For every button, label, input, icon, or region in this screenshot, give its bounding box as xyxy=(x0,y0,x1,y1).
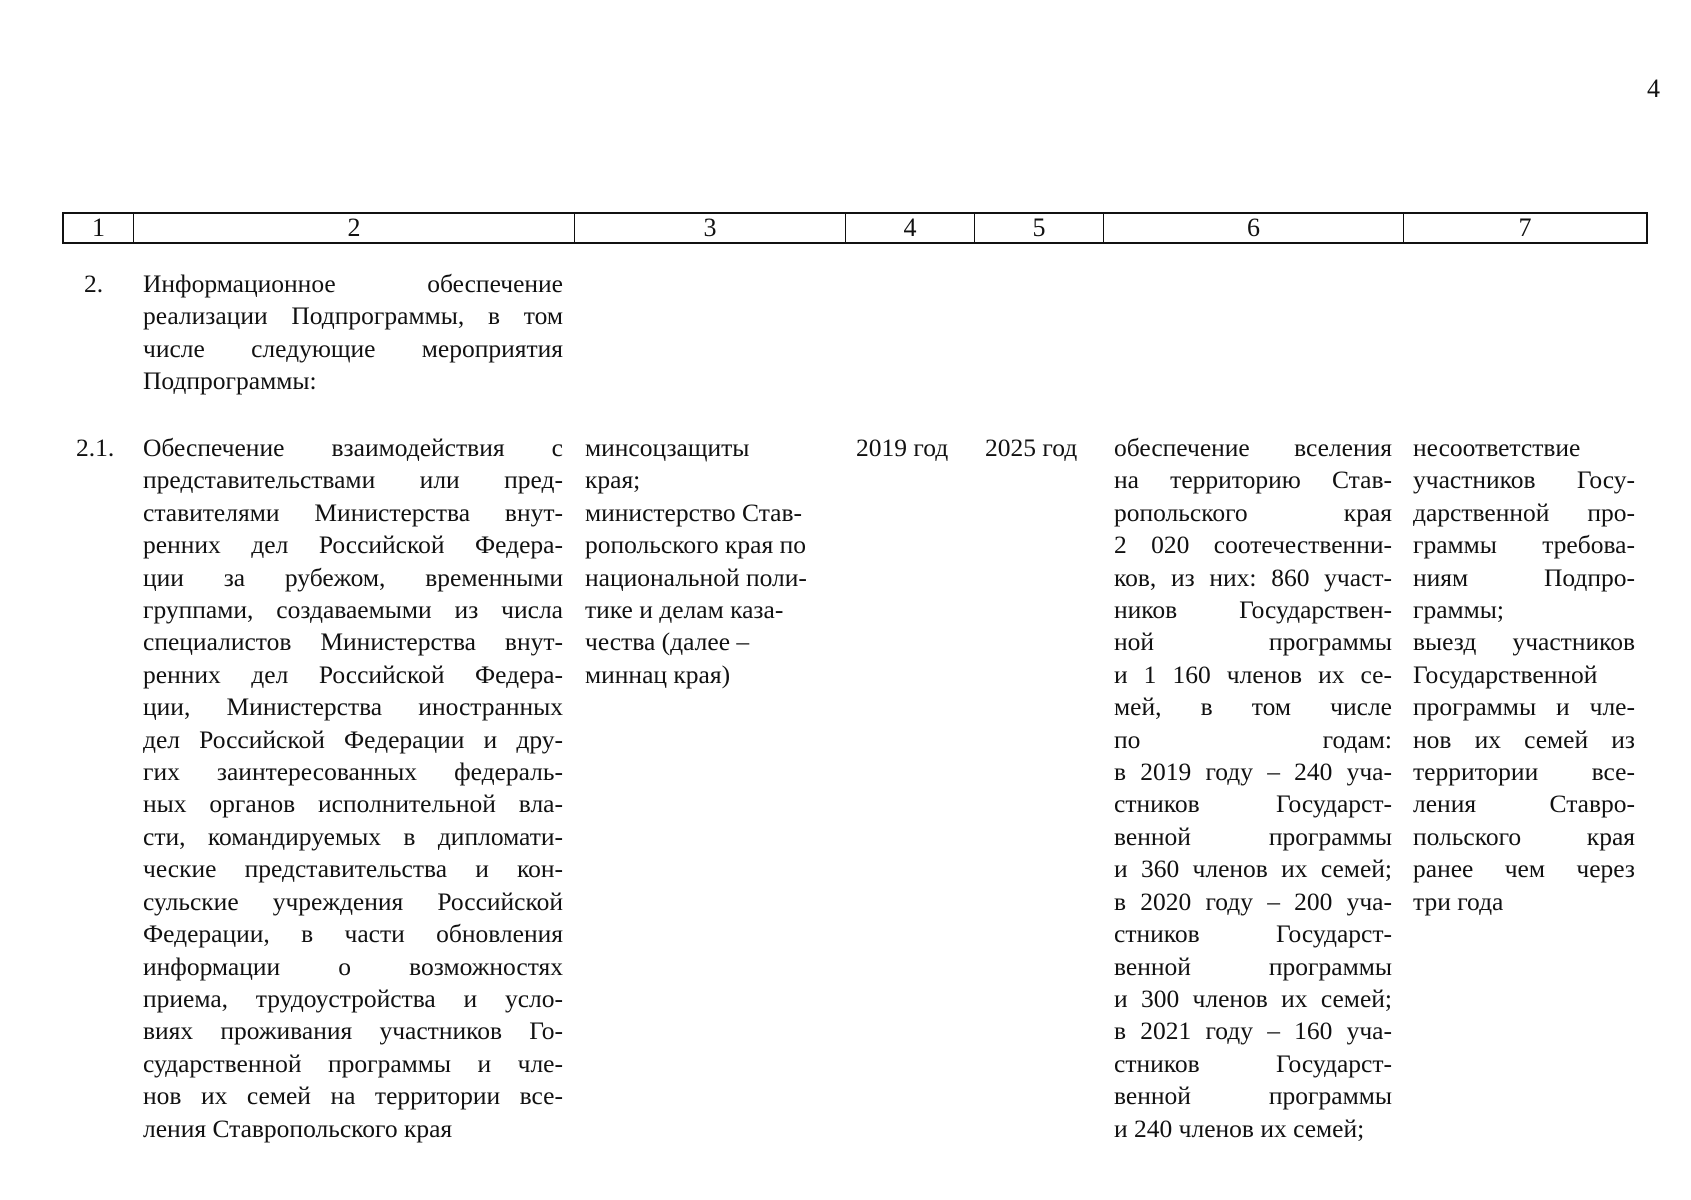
text-line: стников Государст- xyxy=(1114,1048,1392,1078)
text-line: группами, создаваемыми из числа xyxy=(143,595,563,625)
text-line: сти, командируемых в дипломати- xyxy=(143,821,563,851)
text-line: ниям Подпро- xyxy=(1413,562,1635,592)
text-line: программы и чле- xyxy=(1413,692,1635,722)
text-line: ранее чем через xyxy=(1413,854,1635,884)
header-col-2: 2 xyxy=(134,214,575,242)
row-2-1-risks xyxy=(1413,432,1635,918)
table-header-row xyxy=(62,212,1648,244)
text-line: виях проживания участников Го- xyxy=(143,1016,563,1046)
text-line: тике и делам каза- xyxy=(585,595,784,625)
text-line: ропольского края xyxy=(1114,497,1392,527)
text-line: ления Ставропольского края xyxy=(143,1113,453,1143)
text-line: граммы; xyxy=(1413,595,1505,625)
text-line: территории все- xyxy=(1413,757,1635,787)
text-line: в 2019 году – 240 уча- xyxy=(1114,757,1392,787)
text-line: и 240 членов их семей; xyxy=(1114,1113,1365,1143)
text-line: ков, из них: 860 участ- xyxy=(1114,562,1392,592)
text-line: и 300 членов их семей; xyxy=(1114,983,1392,1013)
text-line: Федерации, в части обновления xyxy=(143,919,563,949)
text-line: ставителями Министерства внут- xyxy=(143,497,563,527)
text-line: сударственной программы и чле- xyxy=(143,1048,563,1078)
text-line: ции, Министерства иностранных xyxy=(143,692,563,722)
page-number: 4 xyxy=(1647,74,1660,103)
text-line: польского края xyxy=(1413,821,1635,851)
row-2-1-start: 2019 год xyxy=(856,433,949,462)
text-line: сульские учреждения Российской xyxy=(143,886,563,916)
text-line: в 2021 году – 160 уча- xyxy=(1114,1016,1392,1046)
text-line: по годам: xyxy=(1114,724,1392,754)
text-line: представительствами или пред- xyxy=(143,465,563,495)
text-line: 2 020 соотечественни- xyxy=(1114,530,1392,560)
text-line: ции за рубежом, временными xyxy=(143,562,563,592)
text-line: приема, трудоустройства и усло- xyxy=(143,983,563,1013)
text-line: на территорию Став- xyxy=(1114,465,1392,495)
text-line: ренних дел Российской Федера- xyxy=(143,659,563,689)
text-line: венной программы xyxy=(1114,1081,1392,1111)
header-col-1: 1 xyxy=(64,214,134,242)
text-line: участников Госу- xyxy=(1413,465,1635,495)
text-line: Подпрограммы: xyxy=(143,366,317,396)
text-line: нов их семей на территории все- xyxy=(143,1081,563,1111)
text-line: выезд участников xyxy=(1413,627,1635,657)
row-2-1-result xyxy=(1114,432,1392,1145)
row-2-1-number: 2.1. xyxy=(76,433,115,462)
text-line: стников Государст- xyxy=(1114,789,1392,819)
text-line: информации о возможностях xyxy=(143,951,563,981)
text-line: дел Российской Федерации и дру- xyxy=(143,724,563,754)
text-line: стников Государст- xyxy=(1114,919,1392,949)
row-2-1-description xyxy=(143,432,563,1145)
text-line: края; xyxy=(585,465,641,495)
row-2-number: 2. xyxy=(84,269,104,298)
text-line: чества (далее – xyxy=(585,627,750,657)
text-line: ной программы xyxy=(1114,627,1392,657)
text-line: числе следующие мероприятия xyxy=(143,333,563,363)
row-2-1-end: 2025 год xyxy=(985,433,1078,462)
text-line: венной программы xyxy=(1114,821,1392,851)
row-2-1-executor xyxy=(585,432,835,691)
text-line: Государственной xyxy=(1413,659,1598,689)
header-col-4: 4 xyxy=(846,214,975,242)
text-line: минсоцзащиты xyxy=(585,433,750,462)
header-col-3: 3 xyxy=(575,214,846,242)
text-line: министерство Став- xyxy=(585,497,803,527)
text-line: граммы требова- xyxy=(1413,530,1635,560)
text-line: ления Ставро- xyxy=(1413,789,1635,819)
text-line: гих заинтересованных федераль- xyxy=(143,757,563,787)
header-col-6: 6 xyxy=(1104,214,1404,242)
text-line: венной программы xyxy=(1114,951,1392,981)
text-line: и 1 160 членов их се- xyxy=(1114,659,1392,689)
text-line: миннац края) xyxy=(585,659,731,689)
text-line: ческие представительства и кон- xyxy=(143,854,563,884)
text-line: Информационное обеспечение xyxy=(143,269,563,298)
row-2-description xyxy=(143,268,563,398)
text-line: специалистов Министерства внут- xyxy=(143,627,563,657)
text-line: национальной поли- xyxy=(585,562,807,592)
text-line: мей, в том числе xyxy=(1114,692,1392,722)
text-line: в 2020 году – 200 уча- xyxy=(1114,886,1392,916)
text-line: и 360 членов их семей; xyxy=(1114,854,1392,884)
text-line: Обеспечение взаимодействия с xyxy=(143,433,563,462)
text-line: три года xyxy=(1413,886,1504,916)
text-line: несоответствие xyxy=(1413,433,1581,462)
text-line: ников Государствен- xyxy=(1114,595,1392,625)
text-line: обеспечение вселения xyxy=(1114,433,1392,462)
text-line: ропольского края по xyxy=(585,530,806,560)
header-col-7: 7 xyxy=(1518,213,1532,242)
text-line: ренних дел Российской Федера- xyxy=(143,530,563,560)
text-line: реализации Подпрограммы, в том xyxy=(143,301,563,331)
text-line: ных органов исполнительной вла- xyxy=(143,789,563,819)
text-line: нов их семей из xyxy=(1413,724,1635,754)
header-col-5: 5 xyxy=(975,214,1104,242)
text-line: дарственной про- xyxy=(1413,497,1635,527)
